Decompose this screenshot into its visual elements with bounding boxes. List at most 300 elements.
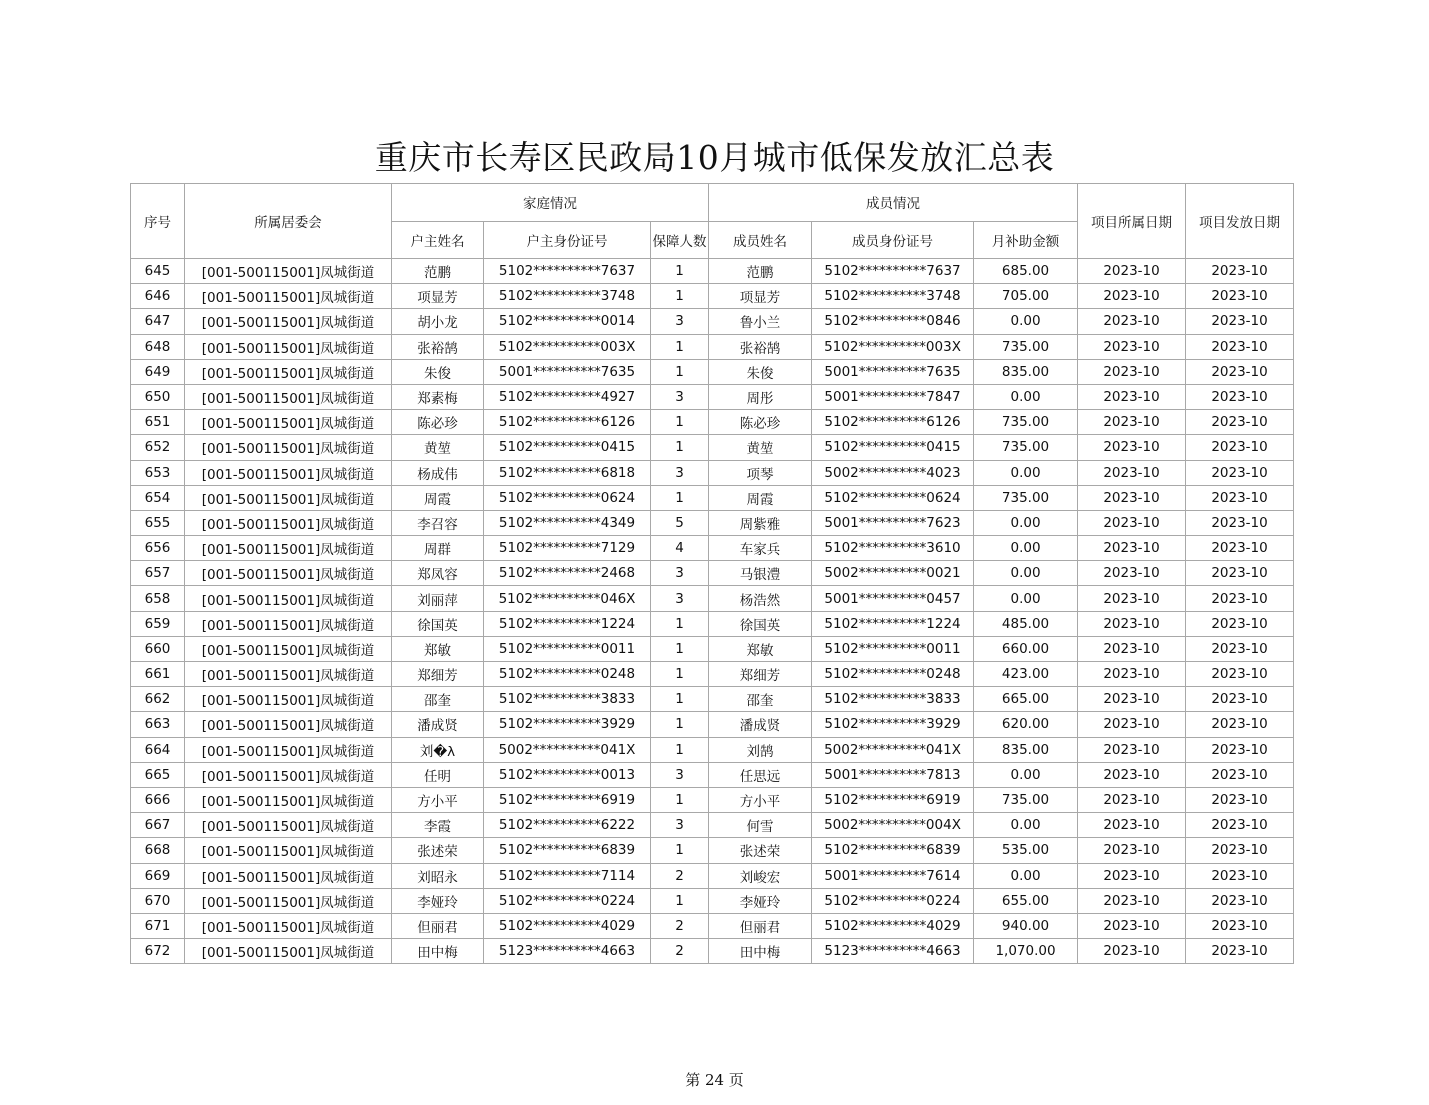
head-id-cell: 5102**********7114 [484, 863, 651, 888]
table-row [131, 435, 1294, 460]
subsidy-cell: 665.00 [974, 687, 1078, 712]
seq-cell: 649 [131, 359, 185, 384]
head-name-cell: 黄堃 [392, 435, 484, 460]
head-name-cell: 郑素梅 [392, 384, 484, 409]
member-id-cell: 5102**********0011 [812, 636, 974, 661]
covered-count-cell: 1 [651, 284, 709, 309]
member-name-cell: 张述荣 [709, 838, 812, 863]
member-id-cell: 5102**********0624 [812, 485, 974, 510]
pay-month-cell: 2023-10 [1186, 611, 1294, 636]
subsidy-cell: 835.00 [974, 737, 1078, 762]
member-name-cell: 但丽君 [709, 913, 812, 938]
member-name-cell: 周彤 [709, 384, 812, 409]
table-row [131, 712, 1294, 737]
seq-cell: 650 [131, 384, 185, 409]
member-name-cell: 潘成贤 [709, 712, 812, 737]
pay-month-cell: 2023-10 [1186, 762, 1294, 787]
head-id-cell: 5102**********0014 [484, 309, 651, 334]
committee-cell: [001-500115001]凤城街道 [185, 813, 392, 838]
head-name-cell: 周霞 [392, 485, 484, 510]
head-id-cell: 5102**********6818 [484, 460, 651, 485]
head-id-cell: 5002**********041X [484, 737, 651, 762]
subsidy-cell: 0.00 [974, 536, 1078, 561]
committee-cell: [001-500115001]凤城街道 [185, 838, 392, 863]
member-name-cell: 郑敏 [709, 636, 812, 661]
committee-cell: [001-500115001]凤城街道 [185, 284, 392, 309]
committee-cell: [001-500115001]凤城街道 [185, 435, 392, 460]
head-name-cell: 杨成伟 [392, 460, 484, 485]
head-id-cell: 5102**********7129 [484, 536, 651, 561]
table-row [131, 737, 1294, 762]
subsidy-cell: 0.00 [974, 586, 1078, 611]
committee-cell: [001-500115001]凤城街道 [185, 410, 392, 435]
committee-cell: [001-500115001]凤城街道 [185, 939, 392, 964]
covered-count-cell: 1 [651, 636, 709, 661]
member-name-cell: 方小平 [709, 787, 812, 812]
covered-count-cell: 1 [651, 611, 709, 636]
head-id-cell: 5102**********0248 [484, 662, 651, 687]
page-title: 重庆市长寿区民政局10月城市低保发放汇总表 [374, 138, 1055, 177]
seq-cell: 672 [131, 939, 185, 964]
covered-count-cell: 1 [651, 712, 709, 737]
member-id-cell: 5102**********003X [812, 334, 974, 359]
table-row [131, 787, 1294, 812]
head-name-cell: 李召容 [392, 510, 484, 535]
head-name-cell: 方小平 [392, 787, 484, 812]
subsidy-cell: 835.00 [974, 359, 1078, 384]
header-covered-count: 保障人数 [651, 221, 709, 259]
seq-cell: 647 [131, 309, 185, 334]
pay-month-cell: 2023-10 [1186, 888, 1294, 913]
project-month-cell: 2023-10 [1078, 435, 1186, 460]
header-head-id: 户主身份证号 [484, 221, 651, 259]
head-name-cell: 徐国英 [392, 611, 484, 636]
subsidy-cell: 620.00 [974, 712, 1078, 737]
covered-count-cell: 1 [651, 334, 709, 359]
table-row [131, 334, 1294, 359]
member-id-cell: 5001**********7847 [812, 384, 974, 409]
table-row [131, 259, 1294, 284]
covered-count-cell: 3 [651, 309, 709, 334]
project-month-cell: 2023-10 [1078, 838, 1186, 863]
project-month-cell: 2023-10 [1078, 586, 1186, 611]
covered-count-cell: 3 [651, 813, 709, 838]
member-name-cell: 范鹏 [709, 259, 812, 284]
covered-count-cell: 1 [651, 485, 709, 510]
head-id-cell: 5102**********7637 [484, 259, 651, 284]
member-id-cell: 5102**********0224 [812, 888, 974, 913]
table-row [131, 359, 1294, 384]
head-id-cell: 5102**********3929 [484, 712, 651, 737]
covered-count-cell: 1 [651, 787, 709, 812]
table-row [131, 410, 1294, 435]
head-name-cell: 郑细芳 [392, 662, 484, 687]
seq-cell: 664 [131, 737, 185, 762]
seq-cell: 671 [131, 913, 185, 938]
member-id-cell: 5002**********0021 [812, 561, 974, 586]
head-name-cell: 李娅玲 [392, 888, 484, 913]
project-month-cell: 2023-10 [1078, 384, 1186, 409]
project-month-cell: 2023-10 [1078, 662, 1186, 687]
table-body [131, 259, 1294, 964]
head-id-cell: 5102**********6919 [484, 787, 651, 812]
pay-month-cell: 2023-10 [1186, 259, 1294, 284]
subsidy-cell: 0.00 [974, 813, 1078, 838]
table-row [131, 687, 1294, 712]
member-name-cell: 田中梅 [709, 939, 812, 964]
header-pay-month: 项目发放日期 [1186, 184, 1294, 259]
member-id-cell: 5102**********0415 [812, 435, 974, 460]
member-name-cell: 邵奎 [709, 687, 812, 712]
seq-cell: 669 [131, 863, 185, 888]
covered-count-cell: 1 [651, 435, 709, 460]
member-id-cell: 5002**********4023 [812, 460, 974, 485]
head-name-cell: 刘昭永 [392, 863, 484, 888]
head-id-cell: 5102**********003X [484, 334, 651, 359]
table-row [131, 536, 1294, 561]
covered-count-cell: 3 [651, 384, 709, 409]
covered-count-cell: 2 [651, 863, 709, 888]
head-id-cell: 5102**********0415 [484, 435, 651, 460]
project-month-cell: 2023-10 [1078, 813, 1186, 838]
committee-cell: [001-500115001]凤城街道 [185, 485, 392, 510]
committee-cell: [001-500115001]凤城街道 [185, 510, 392, 535]
committee-cell: [001-500115001]凤城街道 [185, 737, 392, 762]
table-row [131, 863, 1294, 888]
pay-month-cell: 2023-10 [1186, 712, 1294, 737]
table-row [131, 309, 1294, 334]
covered-count-cell: 1 [651, 410, 709, 435]
project-month-cell: 2023-10 [1078, 485, 1186, 510]
committee-cell: [001-500115001]凤城街道 [185, 913, 392, 938]
covered-count-cell: 1 [651, 838, 709, 863]
head-id-cell: 5102**********6222 [484, 813, 651, 838]
project-month-cell: 2023-10 [1078, 787, 1186, 812]
project-month-cell: 2023-10 [1078, 284, 1186, 309]
subsidy-cell: 735.00 [974, 410, 1078, 435]
member-id-cell: 5102**********0248 [812, 662, 974, 687]
pay-month-cell: 2023-10 [1186, 435, 1294, 460]
member-id-cell: 5102**********6126 [812, 410, 974, 435]
head-id-cell: 5102**********4029 [484, 913, 651, 938]
committee-cell: [001-500115001]凤城街道 [185, 460, 392, 485]
pay-month-cell: 2023-10 [1186, 586, 1294, 611]
member-name-cell: 任思远 [709, 762, 812, 787]
project-month-cell: 2023-10 [1078, 510, 1186, 535]
table-row [131, 561, 1294, 586]
pay-month-cell: 2023-10 [1186, 359, 1294, 384]
member-id-cell: 5102**********1224 [812, 611, 974, 636]
seq-cell: 645 [131, 259, 185, 284]
project-month-cell: 2023-10 [1078, 737, 1186, 762]
subsidy-cell: 0.00 [974, 561, 1078, 586]
seq-cell: 653 [131, 460, 185, 485]
committee-cell: [001-500115001]凤城街道 [185, 762, 392, 787]
head-name-cell: 任明 [392, 762, 484, 787]
subsidy-cell: 705.00 [974, 284, 1078, 309]
project-month-cell: 2023-10 [1078, 636, 1186, 661]
pay-month-cell: 2023-10 [1186, 838, 1294, 863]
head-id-cell: 5102**********6839 [484, 838, 651, 863]
header-project-month: 项目所属日期 [1078, 184, 1186, 259]
subsidy-cell: 423.00 [974, 662, 1078, 687]
member-id-cell: 5102**********7637 [812, 259, 974, 284]
committee-cell: [001-500115001]凤城街道 [185, 787, 392, 812]
head-name-cell: 田中梅 [392, 939, 484, 964]
member-id-cell: 5001**********7813 [812, 762, 974, 787]
subsidy-cell: 735.00 [974, 485, 1078, 510]
project-month-cell: 2023-10 [1078, 460, 1186, 485]
head-name-cell: 周群 [392, 536, 484, 561]
table-row [131, 485, 1294, 510]
project-month-cell: 2023-10 [1078, 888, 1186, 913]
member-id-cell: 5102**********3748 [812, 284, 974, 309]
project-month-cell: 2023-10 [1078, 561, 1186, 586]
subsidy-cell: 685.00 [974, 259, 1078, 284]
project-month-cell: 2023-10 [1078, 259, 1186, 284]
head-name-cell: 胡小龙 [392, 309, 484, 334]
member-name-cell: 项显芳 [709, 284, 812, 309]
covered-count-cell: 1 [651, 259, 709, 284]
head-name-cell: 刘丽萍 [392, 586, 484, 611]
committee-cell: [001-500115001]凤城街道 [185, 561, 392, 586]
table-row [131, 510, 1294, 535]
header-member-name: 成员姓名 [709, 221, 812, 259]
subsidy-cell: 485.00 [974, 611, 1078, 636]
header-family-group: 家庭情况 [392, 184, 709, 222]
head-id-cell: 5102**********2468 [484, 561, 651, 586]
table-header [131, 184, 1294, 259]
seq-cell: 661 [131, 662, 185, 687]
project-month-cell: 2023-10 [1078, 410, 1186, 435]
table-row [131, 838, 1294, 863]
covered-count-cell: 3 [651, 762, 709, 787]
member-name-cell: 李娅玲 [709, 888, 812, 913]
subsidy-cell: 940.00 [974, 913, 1078, 938]
member-id-cell: 5001**********0457 [812, 586, 974, 611]
seq-cell: 648 [131, 334, 185, 359]
member-name-cell: 周紫雅 [709, 510, 812, 535]
committee-cell: [001-500115001]凤城街道 [185, 384, 392, 409]
covered-count-cell: 3 [651, 561, 709, 586]
table-row [131, 586, 1294, 611]
seq-cell: 652 [131, 435, 185, 460]
committee-cell: [001-500115001]凤城街道 [185, 863, 392, 888]
committee-cell: [001-500115001]凤城街道 [185, 712, 392, 737]
seq-cell: 668 [131, 838, 185, 863]
seq-cell: 646 [131, 284, 185, 309]
member-name-cell: 周霞 [709, 485, 812, 510]
subsidy-cell: 0.00 [974, 863, 1078, 888]
member-id-cell: 5102**********3929 [812, 712, 974, 737]
table-row [131, 888, 1294, 913]
covered-count-cell: 4 [651, 536, 709, 561]
pay-month-cell: 2023-10 [1186, 536, 1294, 561]
seq-cell: 662 [131, 687, 185, 712]
head-id-cell: 5102**********6126 [484, 410, 651, 435]
member-name-cell: 项琴 [709, 460, 812, 485]
head-name-cell: 刘�λ [392, 737, 484, 762]
project-month-cell: 2023-10 [1078, 309, 1186, 334]
member-id-cell: 5001**********7623 [812, 510, 974, 535]
subsidy-cell: 660.00 [974, 636, 1078, 661]
head-id-cell: 5102**********0624 [484, 485, 651, 510]
pay-month-cell: 2023-10 [1186, 636, 1294, 661]
covered-count-cell: 1 [651, 737, 709, 762]
table-row [131, 913, 1294, 938]
committee-cell: [001-500115001]凤城街道 [185, 309, 392, 334]
committee-cell: [001-500115001]凤城街道 [185, 334, 392, 359]
subsidy-cell: 0.00 [974, 309, 1078, 334]
pay-month-cell: 2023-10 [1186, 485, 1294, 510]
header-committee: 所属居委会 [185, 184, 392, 259]
committee-cell: [001-500115001]凤城街道 [185, 662, 392, 687]
subsidy-table [130, 183, 1294, 964]
covered-count-cell: 1 [651, 687, 709, 712]
pay-month-cell: 2023-10 [1186, 384, 1294, 409]
header-member-id: 成员身份证号 [812, 221, 974, 259]
pay-month-cell: 2023-10 [1186, 863, 1294, 888]
project-month-cell: 2023-10 [1078, 359, 1186, 384]
header-monthly-subsidy: 月补助金额 [974, 221, 1078, 259]
subsidy-cell: 735.00 [974, 435, 1078, 460]
seq-cell: 656 [131, 536, 185, 561]
seq-cell: 660 [131, 636, 185, 661]
member-id-cell: 5002**********004X [812, 813, 974, 838]
project-month-cell: 2023-10 [1078, 762, 1186, 787]
table-row [131, 939, 1294, 964]
table-row [131, 460, 1294, 485]
covered-count-cell: 1 [651, 662, 709, 687]
member-id-cell: 5102**********6839 [812, 838, 974, 863]
committee-cell: [001-500115001]凤城街道 [185, 359, 392, 384]
table-row [131, 636, 1294, 661]
member-id-cell: 5001**********7614 [812, 863, 974, 888]
head-name-cell: 朱俊 [392, 359, 484, 384]
head-name-cell: 项显芳 [392, 284, 484, 309]
member-name-cell: 徐国英 [709, 611, 812, 636]
member-id-cell: 5102**********6919 [812, 787, 974, 812]
pay-month-cell: 2023-10 [1186, 813, 1294, 838]
subsidy-cell: 735.00 [974, 787, 1078, 812]
subsidy-cell: 0.00 [974, 384, 1078, 409]
subsidy-cell: 1,070.00 [974, 939, 1078, 964]
committee-cell: [001-500115001]凤城街道 [185, 586, 392, 611]
seq-cell: 667 [131, 813, 185, 838]
member-name-cell: 郑细芳 [709, 662, 812, 687]
pay-month-cell: 2023-10 [1186, 687, 1294, 712]
member-name-cell: 黄堃 [709, 435, 812, 460]
seq-cell: 651 [131, 410, 185, 435]
pay-month-cell: 2023-10 [1186, 561, 1294, 586]
pay-month-cell: 2023-10 [1186, 510, 1294, 535]
project-month-cell: 2023-10 [1078, 712, 1186, 737]
head-name-cell: 但丽君 [392, 913, 484, 938]
pay-month-cell: 2023-10 [1186, 737, 1294, 762]
pay-month-cell: 2023-10 [1186, 309, 1294, 334]
pay-month-cell: 2023-10 [1186, 939, 1294, 964]
seq-cell: 655 [131, 510, 185, 535]
table-row [131, 284, 1294, 309]
covered-count-cell: 1 [651, 359, 709, 384]
head-name-cell: 陈必珍 [392, 410, 484, 435]
member-id-cell: 5102**********4029 [812, 913, 974, 938]
covered-count-cell: 3 [651, 586, 709, 611]
pay-month-cell: 2023-10 [1186, 410, 1294, 435]
table-row [131, 762, 1294, 787]
subsidy-cell: 0.00 [974, 762, 1078, 787]
page-number: 第 24 页 [685, 1071, 744, 1089]
project-month-cell: 2023-10 [1078, 939, 1186, 964]
committee-cell: [001-500115001]凤城街道 [185, 687, 392, 712]
seq-cell: 670 [131, 888, 185, 913]
head-id-cell: 5102**********0224 [484, 888, 651, 913]
member-name-cell: 车家兵 [709, 536, 812, 561]
table-row [131, 662, 1294, 687]
project-month-cell: 2023-10 [1078, 863, 1186, 888]
member-name-cell: 朱俊 [709, 359, 812, 384]
head-id-cell: 5001**********7635 [484, 359, 651, 384]
committee-cell: [001-500115001]凤城街道 [185, 888, 392, 913]
head-name-cell: 李霞 [392, 813, 484, 838]
committee-cell: [001-500115001]凤城街道 [185, 611, 392, 636]
seq-cell: 663 [131, 712, 185, 737]
table-row [131, 813, 1294, 838]
header-member-group: 成员情况 [709, 184, 1078, 222]
head-name-cell: 范鹏 [392, 259, 484, 284]
head-name-cell: 潘成贤 [392, 712, 484, 737]
head-id-cell: 5102**********4927 [484, 384, 651, 409]
seq-cell: 659 [131, 611, 185, 636]
covered-count-cell: 2 [651, 913, 709, 938]
head-name-cell: 张述荣 [392, 838, 484, 863]
member-id-cell: 5102**********3833 [812, 687, 974, 712]
member-name-cell: 何雪 [709, 813, 812, 838]
member-id-cell: 5123**********4663 [812, 939, 974, 964]
head-id-cell: 5123**********4663 [484, 939, 651, 964]
covered-count-cell: 3 [651, 460, 709, 485]
project-month-cell: 2023-10 [1078, 536, 1186, 561]
project-month-cell: 2023-10 [1078, 334, 1186, 359]
seq-cell: 658 [131, 586, 185, 611]
covered-count-cell: 2 [651, 939, 709, 964]
head-name-cell: 邵奎 [392, 687, 484, 712]
head-name-cell: 郑凤容 [392, 561, 484, 586]
subsidy-cell: 735.00 [974, 334, 1078, 359]
covered-count-cell: 1 [651, 888, 709, 913]
header-seq: 序号 [131, 184, 185, 259]
member-name-cell: 张裕鹄 [709, 334, 812, 359]
head-id-cell: 5102**********3833 [484, 687, 651, 712]
head-id-cell: 5102**********3748 [484, 284, 651, 309]
member-name-cell: 刘峻宏 [709, 863, 812, 888]
committee-cell: [001-500115001]凤城街道 [185, 536, 392, 561]
pay-month-cell: 2023-10 [1186, 284, 1294, 309]
seq-cell: 654 [131, 485, 185, 510]
member-name-cell: 马银澧 [709, 561, 812, 586]
member-name-cell: 刘鹄 [709, 737, 812, 762]
head-id-cell: 5102**********046X [484, 586, 651, 611]
project-month-cell: 2023-10 [1078, 913, 1186, 938]
header-head-name: 户主姓名 [392, 221, 484, 259]
head-id-cell: 5102**********4349 [484, 510, 651, 535]
member-id-cell: 5102**********3610 [812, 536, 974, 561]
subsidy-cell: 0.00 [974, 510, 1078, 535]
seq-cell: 657 [131, 561, 185, 586]
subsidy-cell: 0.00 [974, 460, 1078, 485]
project-month-cell: 2023-10 [1078, 611, 1186, 636]
seq-cell: 665 [131, 762, 185, 787]
